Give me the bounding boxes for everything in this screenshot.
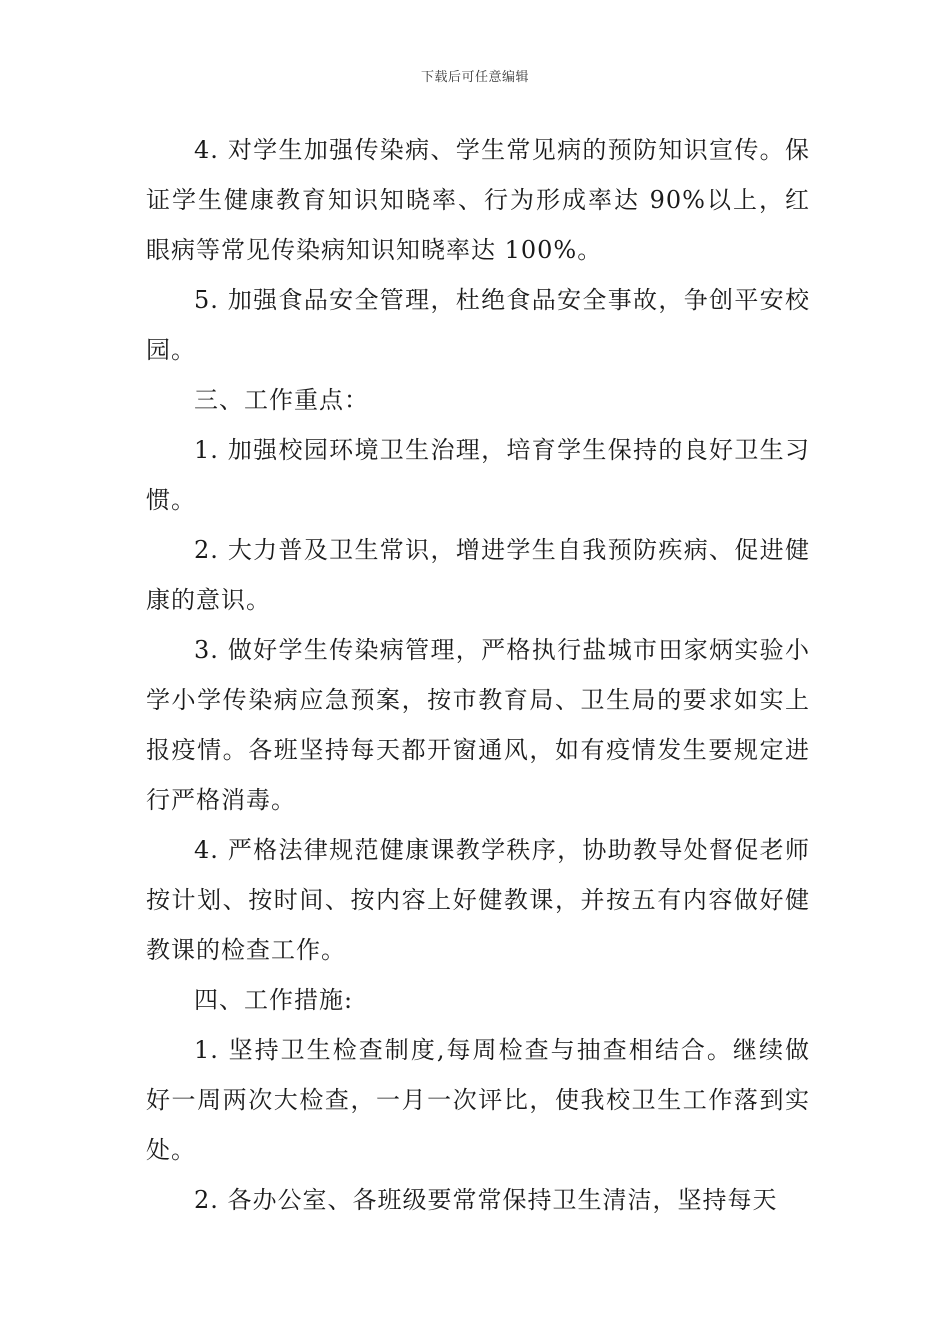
document-body: [146, 125, 810, 1225]
paragraph-focus-4: 4. 严格法律规范健康课教学秩序，协助教导处督促老师按计划、按时间、按内容上好健教课，并按五有内容做好健教课的检查工作。: [146, 836, 810, 964]
header-note: 下载后可任意编辑: [420, 70, 529, 85]
paragraph-focus-1: 1. 加强校园环境卫生治理，培育学生保持的良好卫生习惯。: [146, 436, 810, 514]
paragraph-focus-2: 2. 大力普及卫生常识，增进学生自我预防疾病、促进健康的意识。: [146, 536, 810, 614]
paragraph-focus-3: 3. 做好学生传染病管理，严格执行盐城市田家炳实验小学小学传染病应急预案，按市教育局、卫生局的要求如实上报疫情。各班坚持每天都开窗通风，如有疫情发生要规定进行严格消毒。: [146, 636, 810, 814]
paragraph-measure-1: 1. 坚持卫生检查制度,每周检查与抽查相结合。继续做好一周两次大检查，一月一次评比，使我校卫生工作落到实处。: [146, 1036, 810, 1164]
paragraph-item-4-health-education: 4. 对学生加强传染病、学生常见病的预防知识宣传。保证学生健康教育知识知晓率、行为形成率达 90%以上，红眼病等常见传染病知识知晓率达 100%。: [146, 136, 810, 264]
paragraph-measure-2: 2. 各办公室、各班级要常常保持卫生清洁，坚持每天: [194, 1186, 778, 1214]
paragraph-item-5-food-safety: 5. 加强食品安全管理，杜绝食品安全事故，争创平安校园。: [146, 286, 810, 364]
section-heading-work-focus: 三、工作重点：: [194, 386, 369, 414]
section-heading-work-measures: 四、工作措施:: [194, 986, 354, 1014]
